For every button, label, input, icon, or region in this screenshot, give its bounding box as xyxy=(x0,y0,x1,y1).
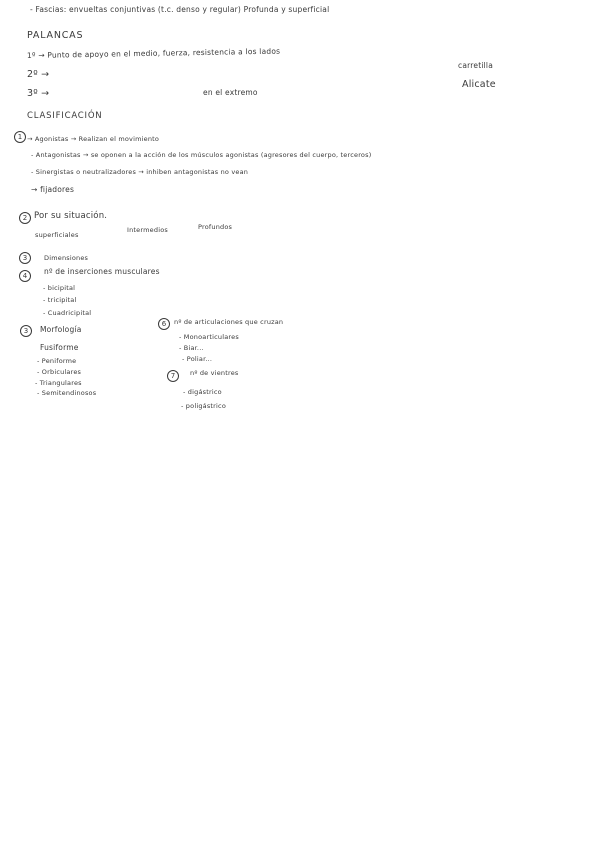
profundos-label: Profundos xyxy=(198,223,233,231)
sinergistas-line: - Sinergistas o neutralizadores → inhiben antagonistas no vean xyxy=(31,168,249,176)
section-4-number: 4 xyxy=(19,270,31,282)
orbiculares-item: - Orbiculares xyxy=(37,368,82,376)
triangulares-item: - Triangulares xyxy=(35,379,82,387)
section-1-number: 1 xyxy=(14,131,26,143)
palancas-title: PALANCAS xyxy=(27,30,84,41)
fascias-line: - Fascias: envueltas conjuntivas (t.c. denso y regular) Profunda y superficial xyxy=(30,5,330,14)
poligastrico-item: - poligástrico xyxy=(181,402,226,410)
palanca-3-line: 3º → xyxy=(27,88,50,99)
section-3a-number: 3 xyxy=(19,252,31,264)
palanca-2-example: Alicate xyxy=(462,79,496,90)
dimensiones-title: Dimensiones xyxy=(44,254,89,262)
fijadores-line: → fijadores xyxy=(31,185,75,194)
palanca-2-line: 2º → xyxy=(27,69,50,80)
palanca-1-example: carretilla xyxy=(458,61,493,70)
palanca-1-line: 1º → Punto de apoyo en el medio, fuerza, resistencia a los lados xyxy=(26,46,281,60)
vientres-title: nº de vientres xyxy=(190,369,239,377)
inserciones-title: nº de inserciones musculares xyxy=(44,267,160,276)
agonistas-line: → Agonistas → Realizan el movimiento xyxy=(27,135,160,143)
section-3b-number: 3 xyxy=(20,325,32,337)
clasificacion-title: CLASIFICACIÓN xyxy=(27,111,103,121)
poliarticulares-item: - Poliar... xyxy=(182,355,213,363)
articulaciones-title: nº de articulaciones que cruzan xyxy=(174,318,284,326)
antagonistas-line: - Antagonistas → se oponen a la acción de los músculos agonistas (agresores del cuerpo, terceros) xyxy=(31,151,372,159)
semitendinosos-item: - Semitendinosos xyxy=(37,389,97,397)
section-2-number: 2 xyxy=(19,212,31,224)
section-6-number: 6 xyxy=(158,318,170,330)
superficiales-label: superficiales xyxy=(35,231,79,239)
cuadricipital-item: - Cuadricipital xyxy=(43,309,92,317)
section-7-number: 7 xyxy=(167,370,179,382)
digastrico-item: - digástrico xyxy=(183,388,222,396)
palanca-3-note: en el extremo xyxy=(203,88,258,97)
intermedios-label: Intermedios xyxy=(127,226,168,234)
monoarticulares-item: - Monoarticulares xyxy=(179,333,239,341)
fusiforme-item: Fusiforme xyxy=(40,343,79,352)
morfologia-title: Morfología xyxy=(40,325,82,334)
biarticulares-item: - Biar... xyxy=(179,344,204,352)
situacion-title: Por su situación. xyxy=(34,211,108,221)
tricipital-item: - tricipital xyxy=(43,296,77,304)
bicipital-item: - bicipital xyxy=(43,284,76,292)
peniforme-item: - Peniforme xyxy=(37,357,77,365)
